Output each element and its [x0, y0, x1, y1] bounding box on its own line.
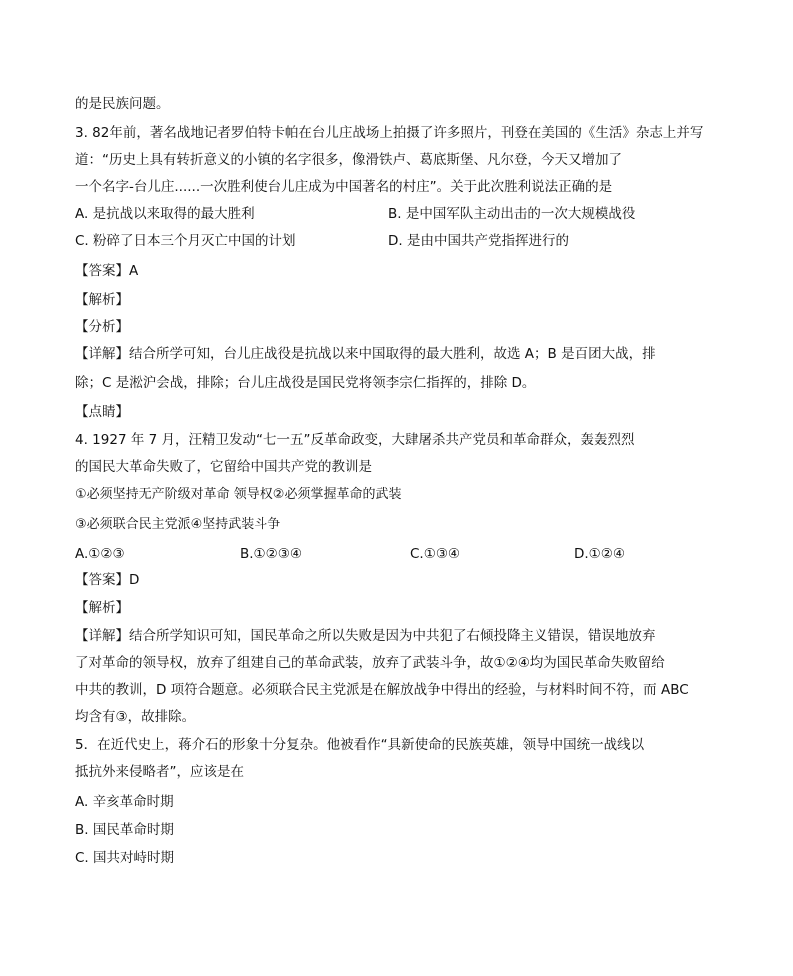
q4-statement-line-2: ③必须联合民主党派④坚持武装斗争 [75, 517, 281, 532]
q3-detail-line-1: 【详解】结合所学可知，台儿庄战役是抗战以来中国取得的最大胜利，故选 A；B 是百团大战，排 [75, 346, 656, 362]
q3-analysis-heading: 【解析】 [75, 292, 129, 308]
q3-stem-line-3: 一个名字-台儿庄......一次胜利使台儿庄成为中国著名的村庄”。关于此次胜利说法正确的是 [75, 179, 613, 195]
text-line-continuation: 的是民族问题。 [75, 96, 170, 112]
q3-option-a: A. 是抗战以来取得的最大胜利 [75, 206, 255, 222]
q4-stem-line-1: 4. 1927 年 7 月，汪精卫发动“七一五”反革命政变，大肆屠杀共产党员和革命群众，轰轰烈烈 [75, 432, 635, 448]
q5-option-b: B. 国民革命时期 [75, 822, 174, 838]
q4-statement-line-1: ①必须坚持无产阶级对革命 领导权②必须掌握革命的武装 [75, 487, 402, 502]
q3-dianjing-heading: 【点睛】 [75, 404, 129, 420]
q4-detail-line-1: 【详解】结合所学知识可知，国民革命之所以失败是因为中共犯了右倾投降主义错误，错误地放弃 [75, 628, 656, 644]
q4-detail-line-4: 均含有③，故排除。 [75, 709, 196, 725]
q3-stem-line-1: 3. 82年前，著名战地记者罗伯特卡帕在台儿庄战场上拍摄了许多照片，刊登在美国的《生活》杂志上并写 [75, 125, 704, 141]
q3-option-c: C. 粉碎了日本三个月灭亡中国的计划 [75, 233, 296, 249]
q3-stem-line-2: 道：“历史上具有转折意义的小镇的名字很多，像滑铁卢、葛底斯堡、凡尔登，今天又增加了 [75, 152, 622, 168]
q4-detail-line-2: 了对革命的领导权，放弃了组建自己的革命武装，放弃了武装斗争，故①②④均为国民革命失败留给 [75, 655, 665, 671]
q5-option-a: A. 辛亥革命时期 [75, 794, 174, 810]
q3-answer: 【答案】A [75, 263, 139, 279]
q5-option-c: C. 国共对峙时期 [75, 850, 175, 866]
q5-stem-line-1: 5．在近代史上，蒋介石的形象十分复杂。他被看作“具新使命的民族英雄，领导中国统一战线以 [75, 737, 645, 753]
q3-option-d: D. 是由中国共产党指挥进行的 [388, 233, 569, 249]
q3-detail-line-2: 除；C 是淞沪会战，排除；台儿庄战役是国民党将领李宗仁指挥的，排除 D。 [75, 375, 536, 391]
q5-stem-line-2: 抵抗外来侵略者”，应该是在 [75, 764, 244, 780]
q4-stem-line-2: 的国民大革命失败了，它留给中国共产党的教训是 [75, 459, 372, 475]
q4-option-a: A.①②③ [75, 546, 125, 562]
q4-analysis-heading: 【解析】 [75, 600, 129, 616]
q4-answer: 【答案】D [75, 572, 140, 588]
q4-option-d: D.①②④ [574, 546, 625, 562]
q3-fenxi-heading: 【分析】 [75, 319, 129, 335]
q4-option-b: B.①②③④ [240, 546, 302, 562]
q4-detail-line-3: 中共的教训，D 项符合题意。必须联合民主党派是在解放战争中得出的经验，与材料时间不符，而 ABC [75, 682, 689, 698]
q4-option-c: C.①③④ [410, 546, 461, 562]
q3-option-b: B. 是中国军队主动出击的一次大规模战役 [388, 206, 636, 222]
